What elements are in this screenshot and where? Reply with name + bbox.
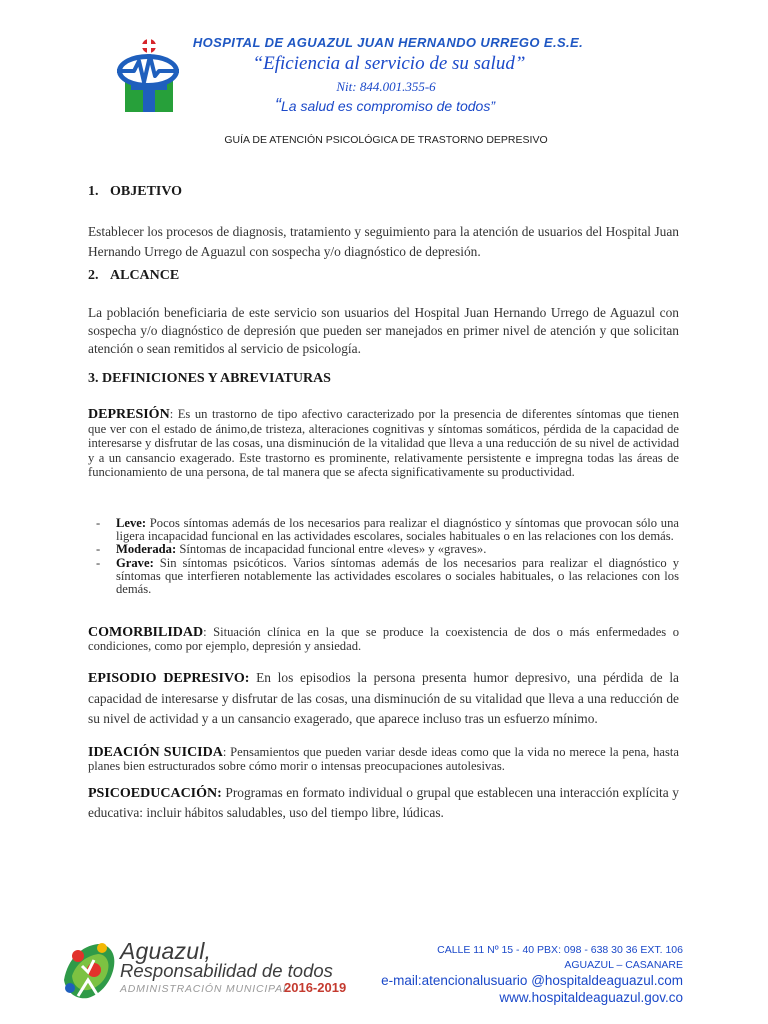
definition-text: : Pensamientos que pueden variar desde ideas como que la vida no merece la pena, hasta planes bien estructurados sobre cómo morir o intensas preocupaciones autolesivas. <box>88 745 679 773</box>
list-dash: - <box>96 516 101 530</box>
footer-admin-years: 2016-2019 <box>284 980 347 995</box>
level-text: Síntomas de incapacidad funcional entre «leves» y «graves». <box>176 542 487 557</box>
footer-brand-line-1: Aguazul, <box>120 938 212 964</box>
footer-brand-line-2: Responsabilidad de todos <box>120 960 333 981</box>
definition-term: IDEACIÓN SUICIDA <box>88 745 223 760</box>
list-dash: - <box>96 542 101 557</box>
footer-city: AGUAZUL – CASANARE <box>564 959 683 971</box>
definition-text: Programas en formato individual o grupal que establecen una interacción explícita y educativa: incluir hábitos saludables, uso del tiempo libre, lúdicas. <box>88 785 679 820</box>
definition-psicoeducacion <box>88 783 679 822</box>
level-term: Grave: <box>116 555 154 570</box>
section-number: 1. <box>88 184 99 199</box>
section-heading-definiciones: 3. DEFINICIONES Y ABREVIATURAS <box>88 371 331 386</box>
motto-secondary <box>0 95 768 116</box>
footer-address: CALLE 11 Nº 15 - 40 PBX: 098 - 638 30 36 EXT. 106 <box>437 944 683 956</box>
section-heading-alcance <box>88 268 179 284</box>
definition-episodio <box>88 668 679 729</box>
level-term: Moderada: <box>116 542 177 557</box>
tax-id: Nit: 844.001.355-6 <box>336 79 436 94</box>
footer-email: e-mail:atencionalusuario @hospitaldeaguazul.com <box>381 973 683 988</box>
section-title: ALCANCE <box>110 268 180 283</box>
definition-ideacion <box>88 746 679 773</box>
aguazul-logo-icon <box>58 936 120 1002</box>
definition-comorbilidad <box>88 626 679 653</box>
definition-text: : Situación clínica en la que se produce la coexistencia de dos o más enfermedades o condiciones, como por ejemplo, depresión y ansiedad. <box>88 625 679 653</box>
definition-term: COMORBILIDAD <box>88 625 204 640</box>
list-dash: - <box>96 555 101 570</box>
hospital-name: HOSPITAL DE AGUAZUL JUAN HERNANDO URREGO E.S.E. <box>192 35 584 50</box>
motto-secondary-text: La salud es compromiso de todos” <box>281 98 495 114</box>
level-text: Sin síntomas psicóticos. Varios síntomas además de los necesarios para realizar el diagnóstico y síntomas que interfieren notablemente las actividades escolares o sociales habituales, o las relaciones con los demás. <box>116 555 679 597</box>
definition-term: EPISODIO DEPRESIVO: <box>88 671 250 686</box>
definition-text: : Es un trastorno de tipo afectivo caracterizado por la presencia de diferentes síntomas que tienen que ver con el estado de ánimo,de tristeza, alteraciones cognitivas y síntomas somáticos, pérdida de la capacidad de interesarse y disfrutar de las cosas, una disminución de la vitalidad que lleva a una reducción de su nivel de actividad y a un cansancio exagerado. Este trastorno es prominente, relativamente persistente e impregna todas las áreas de funcionamiento de una persona, de tal manera que se afecta significativamente su productividad. <box>88 407 679 479</box>
motto-primary: “Eficiencia al servicio de su salud” <box>252 53 526 74</box>
footer-website: www.hospitaldeaguazul.gov.co <box>499 990 683 1005</box>
section-heading-objetivo <box>88 184 182 200</box>
document-title: GUÍA DE ATENCIÓN PSICOLÓGICA DE TRASTORNO DEPRESIVO <box>224 134 548 146</box>
list-item-grave <box>96 557 679 597</box>
definition-depresion <box>88 407 679 479</box>
alcance-paragraph: La población beneficiaria de este servicio son usuarios del Hospital Juan Hernando Urrego de Aguazul con sospecha y/o diagnóstico de depresión que pueden ser manejados en primer nivel de atención y que solicitan atención o sean remitidos al servicio de psicología. <box>88 305 679 356</box>
definition-term: PSICOEDUCACIÓN: <box>88 786 222 801</box>
section-title: OBJETIVO <box>110 184 183 199</box>
motto-quote-mark: “ <box>275 95 281 115</box>
list-item-leve <box>96 517 679 543</box>
definition-term: DEPRESIÓN <box>88 407 170 422</box>
level-term: Leve: <box>116 516 147 530</box>
depression-levels-list <box>96 517 679 596</box>
level-text: Pocos síntomas además de los necesarios para realizar el diagnóstico y síntomas que provocan sólo una ligera incapacidad funcional en las actividades escolares, sociales habituales o en las relaciones con los demás. <box>116 516 679 544</box>
objetivo-paragraph: Establecer los procesos de diagnosis, tratamiento y seguimiento para la atención de usuarios del Hospital Juan Hernando Urrego de Aguazul con sospecha y/o diagnóstico de depresión. <box>88 224 679 259</box>
footer-admin-label: ADMINISTRACIÓN MUNICIPAL <box>120 983 290 995</box>
definition-text: En los episodios la persona presenta humor depresivo, una pérdida de la capacidad de interesarse y disfrutar de las cosas, una disminución de su vitalidad que lleva a una reducción de su nivel de actividad y a un cansancio exagerado, que aparece incluso tras un esfuerzo mínimo. <box>88 670 679 726</box>
section-number: 2. <box>88 268 99 283</box>
